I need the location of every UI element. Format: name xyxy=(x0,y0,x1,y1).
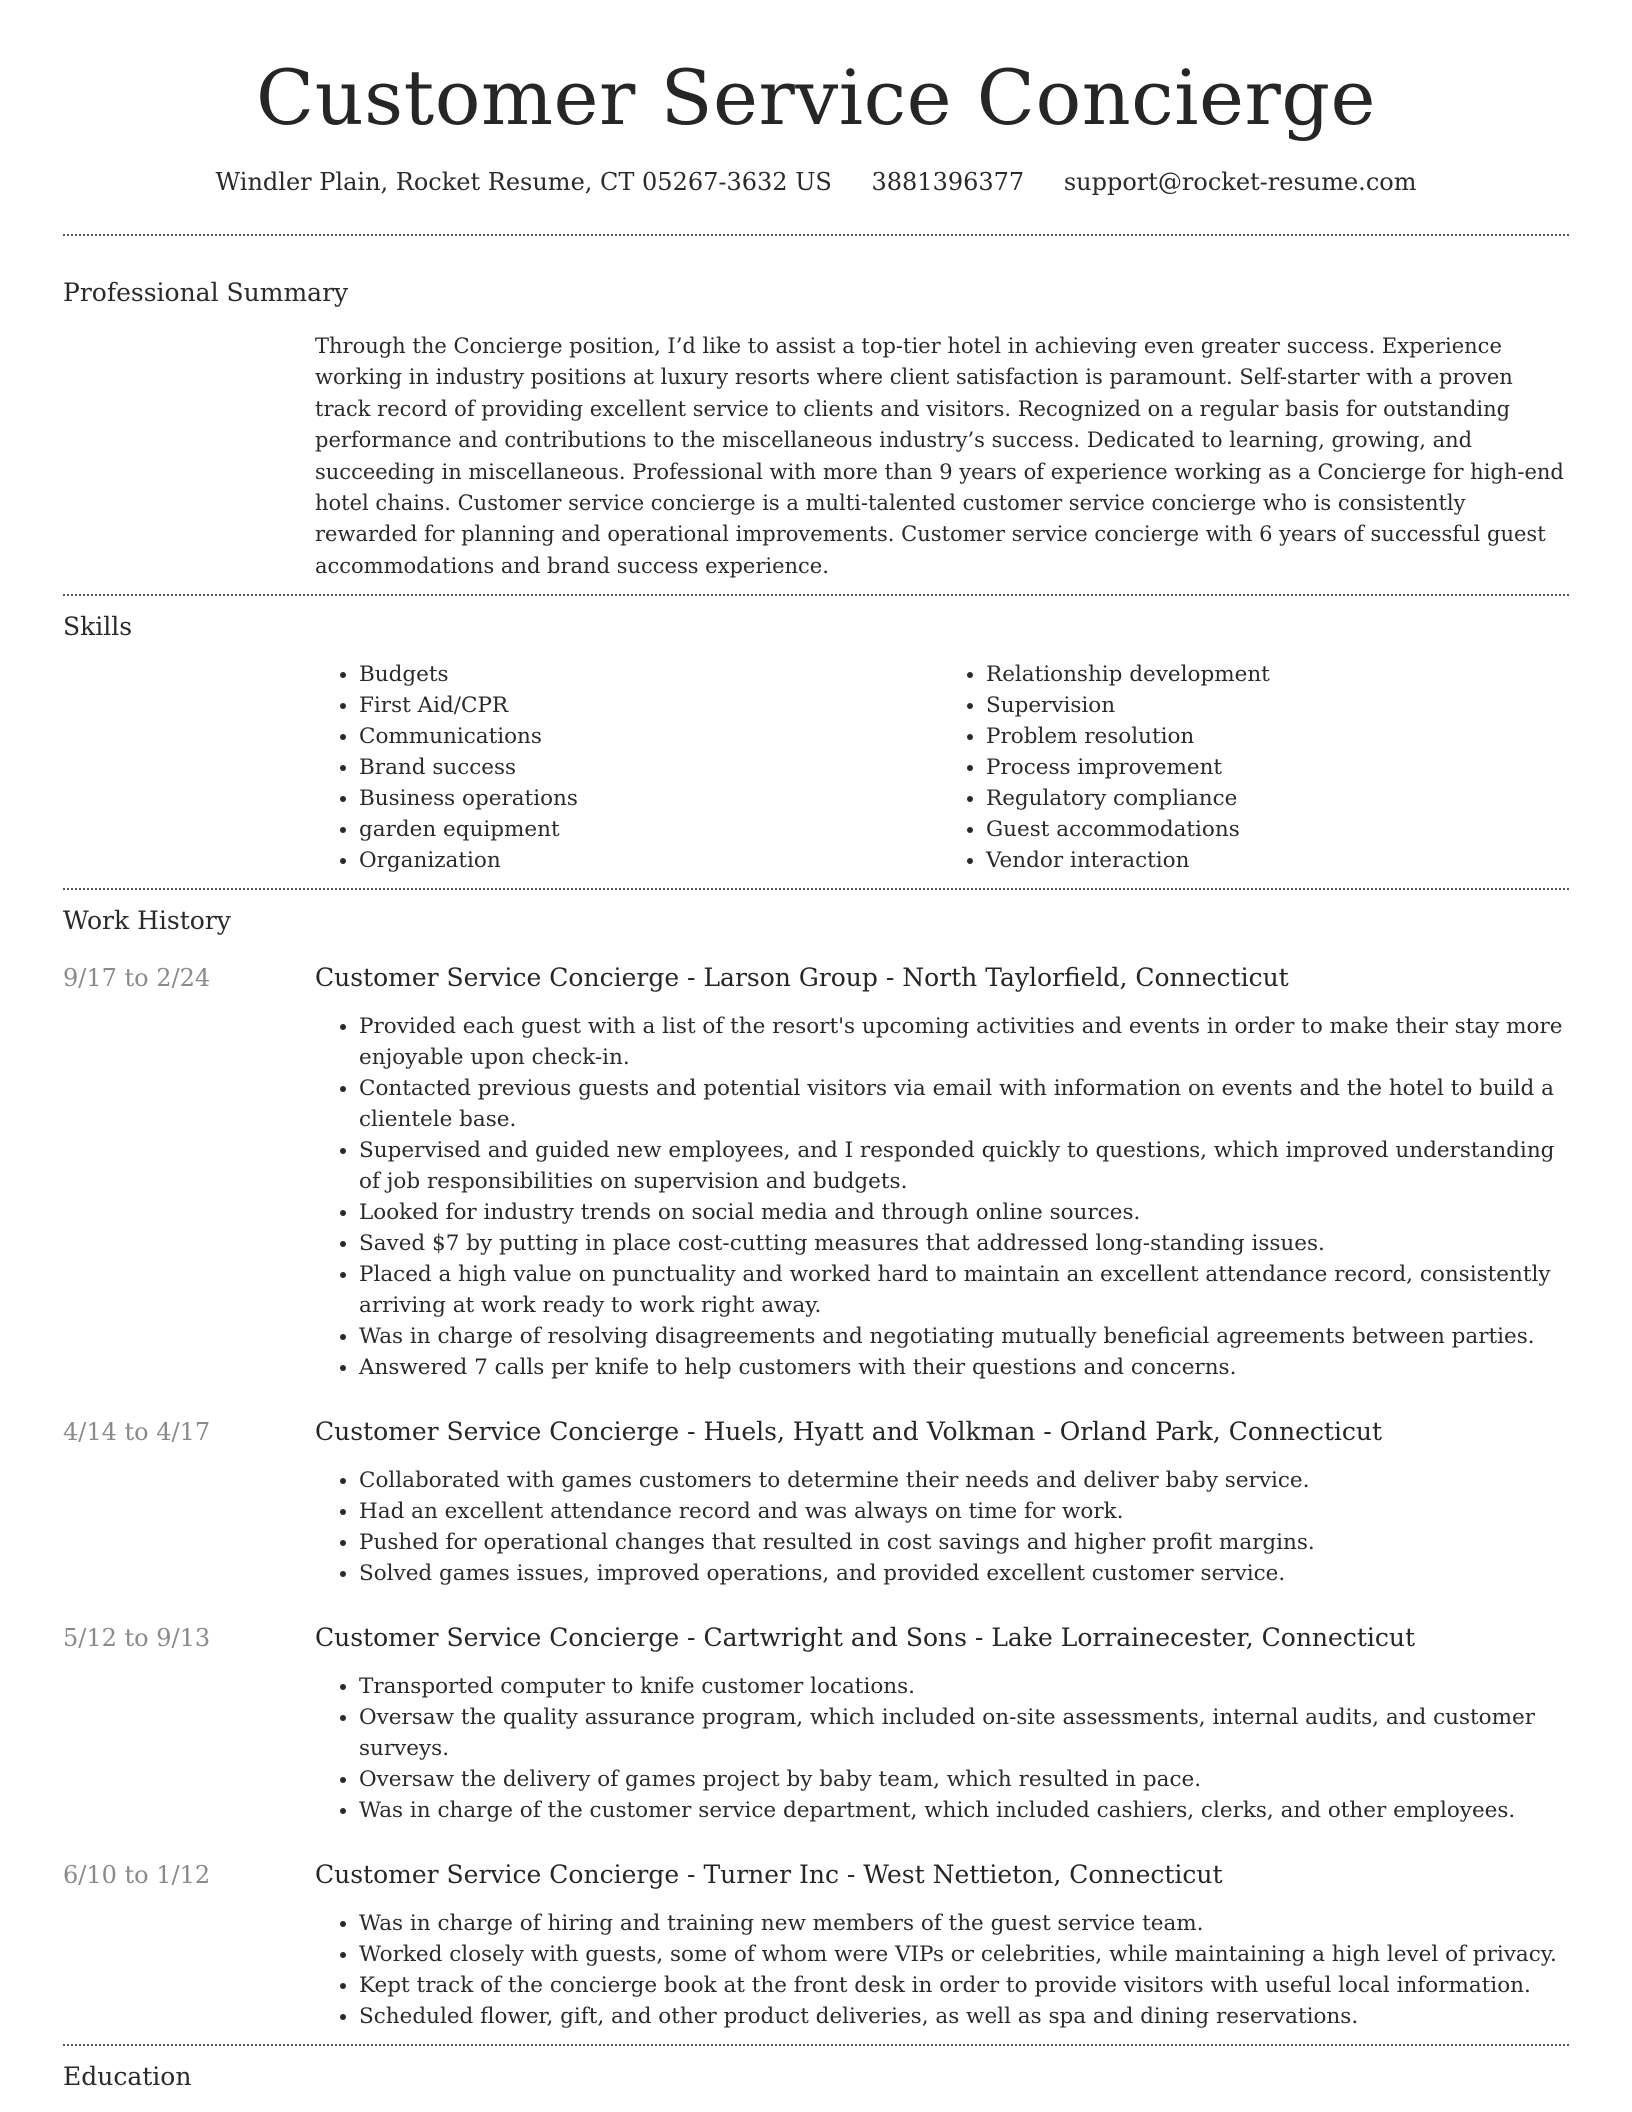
skills-column-right xyxy=(942,659,1569,876)
skill-item: • Supervision xyxy=(986,690,1569,721)
job-bullets xyxy=(315,1011,1569,1383)
job-bullet: • Provided each guest with a list of the resort's upcoming activities and events in order to make their stay more enjoyable upon check-in. xyxy=(359,1011,1569,1073)
job-dates: 4/14 to 4/17 xyxy=(63,1418,211,1447)
job-bullets xyxy=(315,1908,1569,2032)
job-entry xyxy=(0,1417,1632,1589)
job-dates: 6/10 to 1/12 xyxy=(63,1861,211,1890)
skill-item: • Vendor interaction xyxy=(986,845,1569,876)
section-title-education: Education xyxy=(63,2062,192,2092)
skill-item: • Regulatory compliance xyxy=(986,783,1569,814)
skill-item: • Organization xyxy=(359,845,942,876)
summary-text: Through the Concierge position, I’d like to assist a top-tier hotel in achieving even greater success. Experience working in industry positions at luxury resorts where client satisfaction is paramount. Self-starter with a proven track record of providing excellent service to clients and visitors. Recognized on a regular basis for outstanding performance and contributions to the miscellaneous industry’s success. Dedicated to learning, growing, and succeeding in miscellaneous. Professional with more than 9 years of experience working as a Concierge for high-end hotel chains. Customer service concierge is a multi-talented customer service concierge who is consistently rewarded for planning and operational improvements. Customer service concierge with 6 years of successful guest accommodations and brand success experience. xyxy=(315,334,1564,578)
job-bullet: • Was in charge of the customer service department, which included cashiers, clerks, and other employees. xyxy=(359,1795,1569,1826)
section-title-skills: Skills xyxy=(63,612,133,642)
section-title-work: Work History xyxy=(63,906,231,936)
job-bullet: • Oversaw the quality assurance program, which included on-site assessments, internal audits, and customer surveys. xyxy=(359,1702,1569,1764)
skill-item: • Brand success xyxy=(359,752,942,783)
job-bullet: • Oversaw the delivery of games project by baby team, which resulted in pace. xyxy=(359,1764,1569,1795)
skill-item: • Problem resolution xyxy=(986,721,1569,752)
skills-column-left xyxy=(315,659,942,876)
job-bullet: • Had an excellent attendance record and was always on time for work. xyxy=(359,1496,1569,1527)
job-entry xyxy=(0,1623,1632,1826)
email: support@rocket-resume.com xyxy=(1063,168,1417,196)
job-bullet: • Was in charge of hiring and training new members of the guest service team. xyxy=(359,1908,1569,1939)
job-bullet: • Saved $7 by putting in place cost-cutting measures that addressed long-standing issues. xyxy=(359,1228,1569,1259)
skill-item: • Relationship development xyxy=(986,659,1569,690)
divider xyxy=(63,594,1569,596)
job-bullet: • Kept track of the concierge book at the front desk in order to provide visitors with useful local information. xyxy=(359,1970,1569,2001)
job-bullet: • Looked for industry trends on social media and through online sources. xyxy=(359,1197,1569,1228)
skill-item: • garden equipment xyxy=(359,814,942,845)
job-bullet: • Collaborated with games customers to determine their needs and deliver baby service. xyxy=(359,1465,1569,1496)
skill-item: • First Aid/CPR xyxy=(359,690,942,721)
section-title-summary: Professional Summary xyxy=(63,278,349,307)
job-bullets xyxy=(315,1465,1569,1589)
job-bullets xyxy=(315,1671,1569,1826)
job-bullet: • Worked closely with guests, some of whom were VIPs or celebrities, while maintaining a high level of privacy. xyxy=(359,1939,1569,1970)
job-bullet: • Contacted previous guests and potential visitors via email with information on events and the hotel to build a clientele base. xyxy=(359,1073,1569,1135)
divider xyxy=(63,888,1569,890)
job-dates: 9/17 to 2/24 xyxy=(63,964,211,993)
skill-item: • Budgets xyxy=(359,659,942,690)
skill-item: • Communications xyxy=(359,721,942,752)
job-bullet: • Scheduled flower, gift, and other product deliveries, as well as spa and dining reservations. xyxy=(359,2001,1569,2032)
job-bullet: • Transported computer to knife customer locations. xyxy=(359,1671,1569,1702)
candidate-name: Customer Service Concierge xyxy=(256,53,1376,142)
job-title: Customer Service Concierge - Huels, Hyatt and Volkman - Orland Park, Connecticut xyxy=(315,1417,1383,1447)
job-bullet: • Solved games issues, improved operations, and provided excellent customer service. xyxy=(359,1558,1569,1589)
job-title: Customer Service Concierge - Larson Group - North Taylorfield, Connecticut xyxy=(315,963,1289,993)
phone: 3881396377 xyxy=(871,168,1025,196)
skill-item: • Business operations xyxy=(359,783,942,814)
job-bullet: • Was in charge of resolving disagreements and negotiating mutually beneficial agreements between parties. xyxy=(359,1321,1569,1352)
job-title: Customer Service Concierge - Turner Inc - West Nettieton, Connecticut xyxy=(315,1860,1223,1890)
contact-line xyxy=(0,168,1632,196)
skills-list xyxy=(315,659,1569,876)
job-bullet: • Placed a high value on punctuality and worked hard to maintain an excellent attendance record, consistently arriving at work ready to work right away. xyxy=(359,1259,1569,1321)
divider xyxy=(63,2044,1569,2046)
job-title: Customer Service Concierge - Cartwright and Sons - Lake Lorrainecester, Connecticut xyxy=(315,1623,1416,1653)
job-bullet: • Pushed for operational changes that resulted in cost savings and higher profit margins. xyxy=(359,1527,1569,1558)
job-dates: 5/12 to 9/13 xyxy=(63,1624,211,1653)
address: Windler Plain, Rocket Resume, CT 05267-3632 US xyxy=(215,168,832,196)
skill-item: • Process improvement xyxy=(986,752,1569,783)
job-entry xyxy=(0,1860,1632,2032)
skill-item: • Guest accommodations xyxy=(986,814,1569,845)
job-bullet: • Answered 7 calls per knife to help customers with their questions and concerns. xyxy=(359,1352,1569,1383)
job-entry xyxy=(0,963,1632,1383)
job-bullet: • Supervised and guided new employees, and I responded quickly to questions, which improved understanding of job responsibilities on supervision and budgets. xyxy=(359,1135,1569,1197)
divider xyxy=(63,234,1569,236)
